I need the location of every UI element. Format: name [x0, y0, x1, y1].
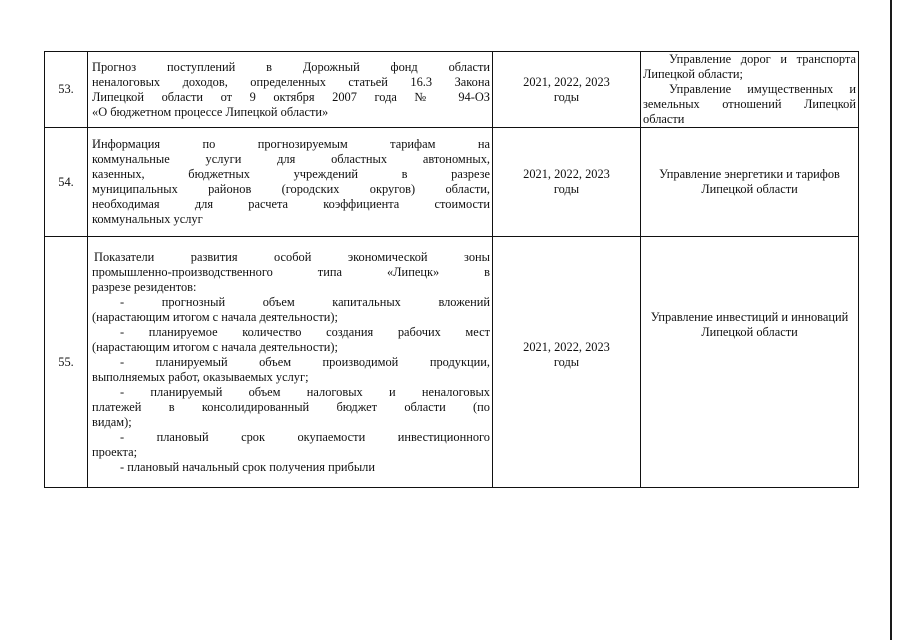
responsible-line: Управление дорог и транспорта: [669, 52, 856, 66]
description-line: проекта;: [92, 444, 138, 459]
table-row: [45, 52, 859, 128]
description-line: неналоговых доходов, определенных статьей 16.3 Закона: [92, 74, 490, 89]
description-line: промышленно-производственного типа «Липецк» в: [92, 264, 490, 279]
description-line: коммунальных услуг: [92, 212, 203, 226]
description-line: Липецкой области от 9 октября 2007 года № 94-ОЗ: [92, 89, 490, 104]
row-number: 53.: [45, 52, 88, 128]
period-line: 2021, 2022, 2023: [523, 74, 610, 89]
responsible-line: Липецкой области: [701, 325, 798, 339]
responsible-line: Липецкой области;: [643, 67, 743, 81]
row-description: [88, 52, 493, 128]
row-number: 54.: [45, 128, 88, 237]
description-line: разрезе резидентов:: [92, 279, 197, 294]
period-line: годы: [553, 89, 580, 104]
row-responsible: [641, 52, 859, 128]
description-line: - прогнозный объем капитальных вложений: [120, 294, 490, 309]
description-line: видам);: [92, 414, 132, 429]
description-line: (нарастающим итогом с начала деятельности);: [92, 309, 338, 324]
period-line: годы: [553, 355, 580, 369]
page-edge-line: [890, 0, 892, 640]
responsible-line: Управление инвестиций и инноваций: [650, 310, 849, 324]
description-line: «О бюджетном процессе Липецкой области»: [92, 104, 329, 119]
description-line: - планируемое количество создания рабочих мест: [120, 324, 490, 339]
period-line: 2021, 2022, 2023: [523, 340, 610, 354]
responsible-line: земельных отношений Липецкой области: [643, 97, 856, 126]
table-row: [45, 237, 859, 488]
description-line: (нарастающим итогом с начала деятельности);: [92, 339, 338, 354]
row-description: [88, 237, 493, 488]
description-line: Показатели развития особой экономической зоны: [94, 249, 490, 264]
description-line: платежей в консолидированный бюджет области (по: [92, 399, 490, 414]
responsible-line: Управление энергетики и тарифов: [659, 167, 840, 181]
period-line: годы: [553, 182, 580, 196]
row-period: [493, 52, 641, 128]
description-line: Прогноз поступлений в Дорожный фонд области: [92, 59, 490, 74]
description-line: необходимая для расчета коэффициента стоимости: [92, 197, 490, 211]
responsible-line: Липецкой области: [701, 182, 798, 196]
row-responsible: [641, 237, 859, 488]
responsible-line: Управление имущественных и: [669, 82, 856, 96]
description-line: - планируемый объем производимой продукции,: [120, 354, 490, 369]
description-line: казенных, бюджетных учреждений в разрезе: [92, 167, 490, 181]
plan-table: [44, 51, 859, 488]
row-responsible: [641, 128, 859, 237]
row-period: [493, 128, 641, 237]
description-line: - плановый начальный срок получения прибыли: [120, 459, 375, 474]
description-line: - плановый срок окупаемости инвестиционного: [120, 429, 490, 444]
table-row: [45, 128, 859, 237]
description-line: - планируемый объем налоговых и неналоговых: [120, 384, 490, 399]
description-line: коммунальные услуги для областных автономных,: [92, 152, 490, 166]
period-line: 2021, 2022, 2023: [523, 167, 610, 181]
row-period: [493, 237, 641, 488]
row-number: 55.: [45, 237, 88, 488]
description-line: выполняемых работ, оказываемых услуг;: [92, 369, 309, 384]
description-line: муниципальных районов (городских округов) области,: [92, 182, 490, 196]
description-line: Информация по прогнозируемым тарифам на: [92, 137, 490, 151]
row-description: [88, 128, 493, 237]
